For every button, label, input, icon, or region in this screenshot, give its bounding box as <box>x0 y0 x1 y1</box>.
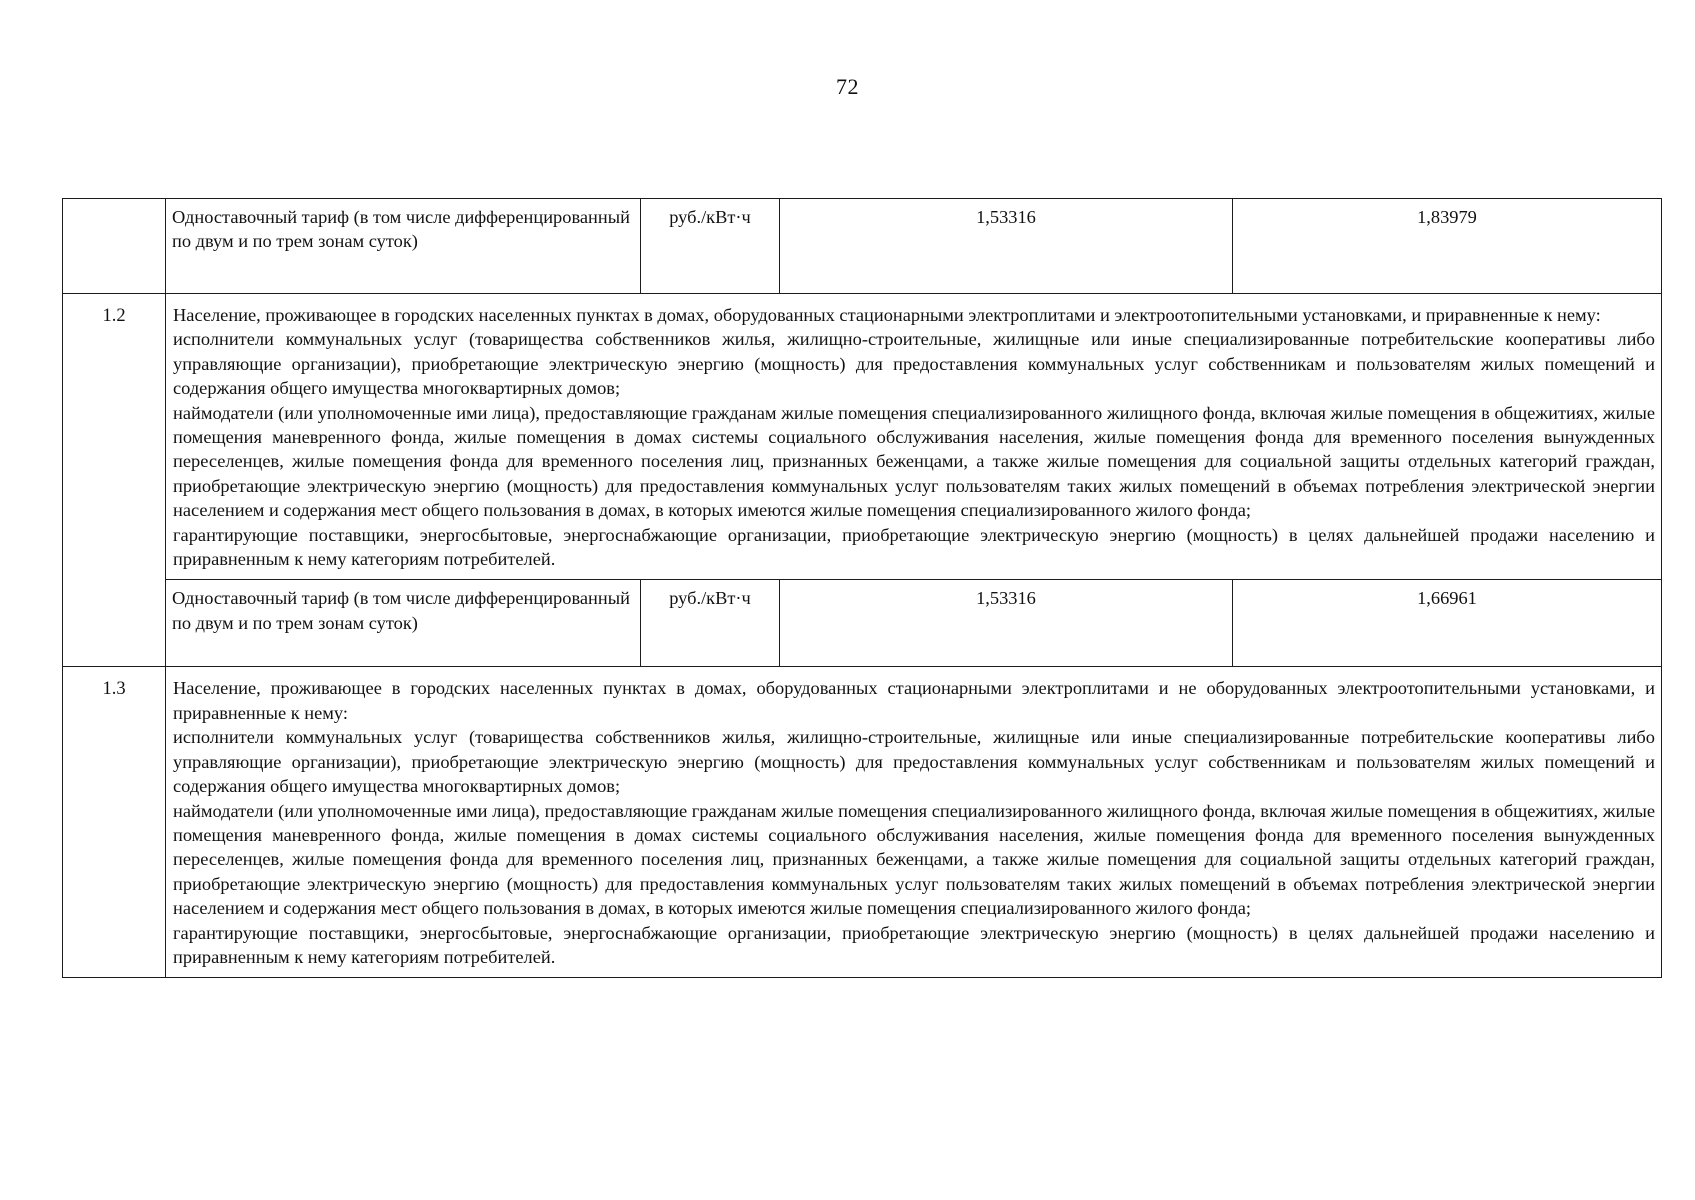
table-row <box>63 199 1662 294</box>
tariff-row-cell <box>166 580 1662 667</box>
category-paragraph: Население, проживающее в городских населенных пунктах в домах, оборудованных стационарными электроплитами и электроотопительными установками, и приравненные к нему: <box>173 305 1601 325</box>
category-description <box>166 294 1662 580</box>
table-row <box>63 294 1662 580</box>
tariff-value-1: 1,53316 <box>780 199 1233 293</box>
tariff-table <box>62 198 1662 978</box>
tariff-unit: руб./кВт·ч <box>641 199 780 293</box>
tariff-unit: руб./кВт·ч <box>641 580 780 666</box>
table-row <box>63 580 1662 667</box>
tariff-subtable <box>166 199 1661 293</box>
tariff-row-cell <box>166 199 1662 294</box>
category-paragraph: гарантирующие поставщики, энергосбытовые, энергоснабжающие организации, приобретающие электрическую энергию (мощность) в целях дальнейшей продажи населению и приравненным к нему категориям потребителей. <box>173 524 1655 570</box>
category-paragraph: исполнители коммунальных услуг (товарищества собственников жилья, жилищно-строительные, жилищные или иные специализированные потребительские кооперативы либо управляющие организации), приобретающие электрическую энергию (мощность) для предоставления коммунальных услуг собственникам и пользователям жилых помещений и содержания общего имущества многоквартирных домов; <box>173 727 1655 797</box>
tariff-value-2: 1,66961 <box>1233 580 1662 666</box>
category-paragraph: гарантирующие поставщики, энергосбытовые, энергоснабжающие организации, приобретающие электрическую энергию (мощность) в целях дальнейшей продажи населению и приравненным к нему категориям потребителей. <box>173 922 1655 967</box>
tariff-value-1: 1,53316 <box>780 580 1233 666</box>
row-number-cell <box>63 199 166 294</box>
row-number-cell: 1.3 <box>63 667 166 978</box>
page-number: 72 <box>836 74 859 99</box>
category-paragraph: Население, проживающее в городских населенных пунктах в домах, оборудованных стационарными электроплитами и не оборудованных электроотопительными установками, и приравненные к нему: <box>173 678 1655 723</box>
table-row <box>63 667 1662 978</box>
tariff-name: Одноставочный тариф (в том числе дифференцированный по двум и по трем зонам суток) <box>172 207 630 252</box>
tariff-subtable <box>166 580 1661 666</box>
category-paragraph: наймодатели (или уполномоченные ими лица), предоставляющие гражданам жилые помещения специализированного жилищного фонда, включая жилые помещения в общежитиях, жилые помещения маневренного фонда, жилые помещения в домах системы социального обслуживания населения, жилые помещения фонда для временного поселения вынужденных переселенцев, жилые помещения фонда для временного поселения лиц, признанных беженцами, а также жилые помещения для социальной защиты отдельных категорий граждан, приобретающие электрическую энергию (мощность) для предоставления коммунальных услуг пользователям таких жилых помещений в объемах потребления электрической энергии населением и содержания мест общего пользования в домах, в которых имеются жилые помещения специализированного жилого фонда; <box>173 402 1655 521</box>
category-paragraph: наймодатели (или уполномоченные ими лица), предоставляющие гражданам жилые помещения специализированного жилищного фонда, включая жилые помещения в общежитиях, жилые помещения маневренного фонда, жилые помещения в домах системы социального обслуживания населения, жилые помещения фонда для временного поселения вынужденных переселенцев, жилые помещения фонда для временного поселения лиц, признанных беженцами, а также жилые помещения для социальной защиты отдельных категорий граждан, приобретающие электрическую энергию (мощность) для предоставления коммунальных услуг пользователям таких жилых помещений в объемах потребления электрической энергии населением и содержания мест общего пользования в домах, в которых имеются жилые помещения специализированного жилого фонда; <box>173 800 1655 919</box>
category-paragraph: исполнители коммунальных услуг (товарищества собственников жилья, жилищно-строительные, жилищные или иные специализированные потребительские кооперативы либо управляющие организации), приобретающие электрическую энергию (мощность) для предоставления коммунальных услуг собственникам и пользователям жилых помещений и содержания общего имущества многоквартирных домов; <box>173 329 1655 399</box>
row-number-cell: 1.2 <box>63 294 166 667</box>
tariff-value-2: 1,83979 <box>1233 199 1662 293</box>
category-description <box>166 667 1662 978</box>
tariff-name: Одноставочный тариф (в том числе дифференцированный по двум и по трем зонам суток) <box>172 588 630 633</box>
